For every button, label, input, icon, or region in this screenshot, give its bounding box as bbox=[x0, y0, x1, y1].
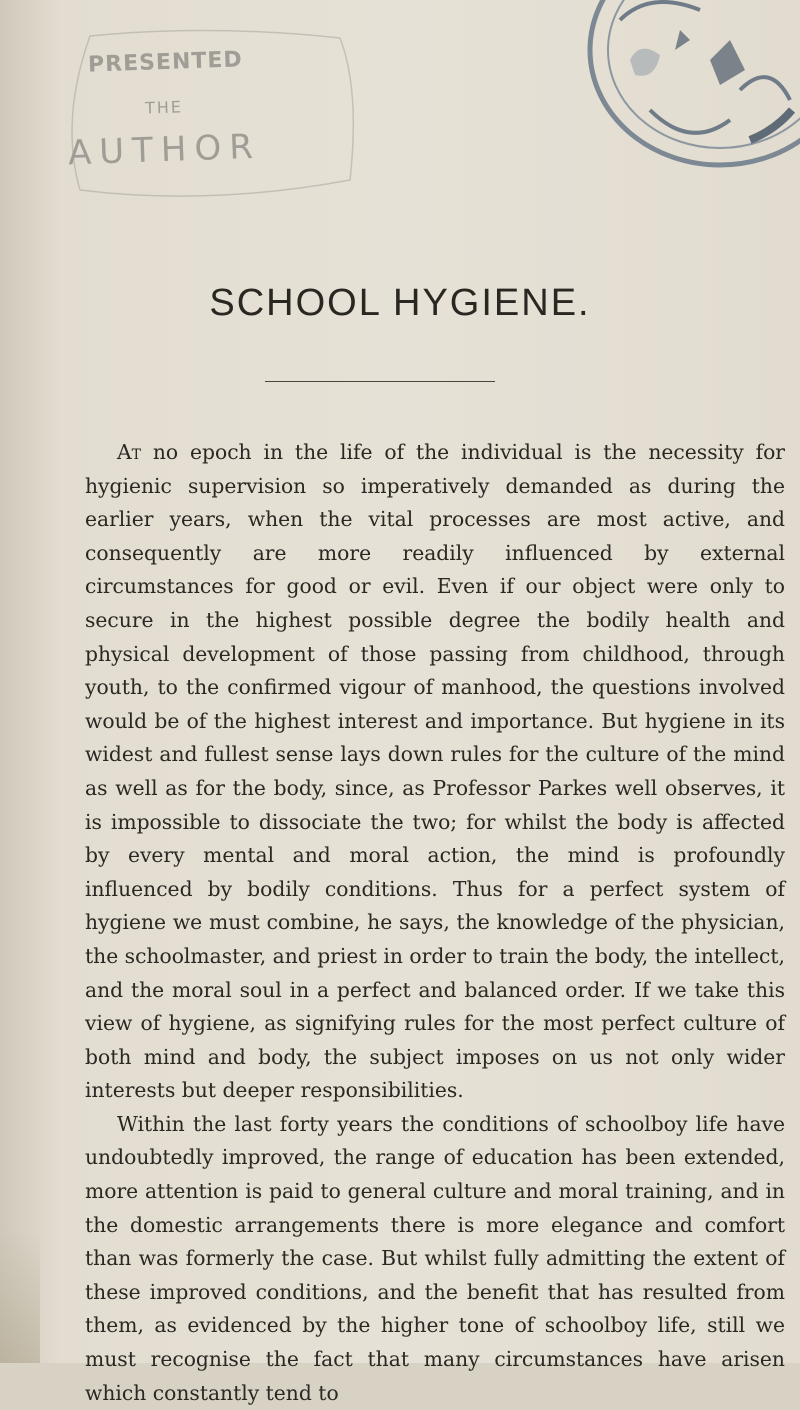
chapter-title: SCHOOL HYGIENE. bbox=[209, 282, 591, 324]
presentation-stamp bbox=[60, 30, 370, 210]
paragraph-1 bbox=[85, 436, 785, 1108]
stamp-line-presented: PRESENTED bbox=[87, 47, 244, 78]
page-stain bbox=[0, 1230, 40, 1363]
stamp-line-author: AUTHOR bbox=[67, 126, 262, 174]
paragraph-1-text: no epoch in the life of the individual is the necessity for hygienic supervision so imperatively demanded as during the earlier years, when the vital processes are most active, and consequently are more readily influenced by external circumstances for good or evil. Even if our object were only to secure in the highest possible degree the bodily health and physical development of those passing from childhood, through youth, to the confirmed vigour of manhood, the questions involved would be of the highest interest and importance. But hygiene in its widest and fullest sense lays down rules for the culture of the mind as well as for the body, since, as Professor Parkes well observes, it is impossible to dissociate the two; for whilst the body is affected by every mental and moral action, the mind is profoundly influenced by bodily conditions. Thus for a perfect system of hygiene we must combine, he says, the knowledge of the physician, the schoolmaster, and priest in order to train the body, the intellect, and the moral soul in a perfect and balanced order. If we take this view of hygiene, as signifying rules for the most perfect culture of both mind and body, the subject imposes on us not only wider interests but deeper responsibilities. bbox=[85, 440, 785, 1103]
body-text bbox=[85, 436, 785, 1410]
library-seal-icon bbox=[560, 0, 800, 175]
stamp-line-the: THE bbox=[144, 97, 184, 118]
paragraph-2 bbox=[85, 1108, 785, 1410]
title-rule bbox=[265, 381, 495, 382]
paragraph-1-lead: At bbox=[117, 440, 141, 464]
paragraph-2-text: Within the last forty years the conditions of schoolboy life have undoubtedly improved, the range of education has been extended, more attention is paid to general culture and moral training, and in the domestic arrangements there is more elegance and comfort than was formerly the case. But whilst fully admitting the extent of these improved conditions, and the benefit that has resulted from them, as evidenced by the higher tone of schoolboy life, still we must recognise the fact that many circumstances have arisen which constantly tend to bbox=[85, 1111, 785, 1405]
